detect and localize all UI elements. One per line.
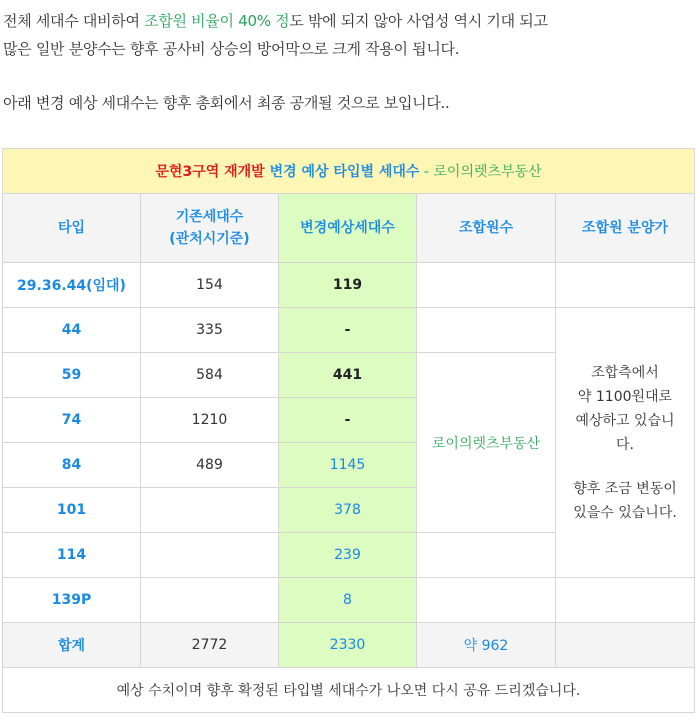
new-cell: 1145 [279, 443, 417, 488]
price-note-line-3: 예상하고 있습니 [575, 412, 675, 429]
new-cell: 8 [279, 578, 417, 623]
price-note-line-1: 조합측에서 [591, 364, 659, 381]
intro-line-1 [3, 10, 548, 31]
price-cell [556, 263, 695, 308]
new-cell: - [279, 398, 417, 443]
total-new: 2330 [279, 623, 417, 668]
type-cell: 44 [3, 308, 141, 353]
header-new: 변경예상세대수 [279, 194, 417, 263]
type-cell: 101 [3, 488, 141, 533]
type-cell: 74 [3, 398, 141, 443]
type-cell: 114 [3, 533, 141, 578]
type-cell: 29.36.44(임대) [3, 263, 141, 308]
table-title [3, 149, 695, 194]
type-cell: 139P [3, 578, 141, 623]
header-existing-line-2: (관처시기준) [169, 231, 250, 247]
intro-line-1-start: 전체 세대수 대비하여 [3, 12, 145, 30]
title-project: 문현3구역 재개발 [155, 164, 265, 180]
header-existing [141, 194, 279, 263]
table-row [3, 308, 695, 353]
header-price: 조합원 분양가 [556, 194, 695, 263]
total-price [556, 623, 695, 668]
existing-cell [141, 533, 279, 578]
members-merged-cell: 로이의렛츠부동산 [417, 353, 556, 533]
total-members: 약 962 [417, 623, 556, 668]
table-title-row [3, 149, 695, 194]
new-cell: 119 [279, 263, 417, 308]
members-cell [417, 533, 556, 578]
existing-cell: 1210 [141, 398, 279, 443]
intro-line-3: 아래 변경 예상 세대수는 향후 총회에서 최종 공개될 것으로 보입니다.. [3, 94, 450, 112]
table-header-row [3, 194, 695, 263]
intro-line-2: 많은 일반 분양수는 향후 공사비 상승의 방어막으로 크게 작용이 됩니다. [3, 40, 460, 58]
table-row [3, 578, 695, 623]
table-footer-note: 예상 수치이며 향후 확정된 타입별 세대수가 나오면 다시 공유 드리겠습니다. [3, 668, 695, 713]
intro-line-1-highlight: 조합원 비율이 40% 정 [144, 12, 290, 30]
title-subject: 변경 예상 타입별 세대수 [264, 164, 420, 180]
members-cell [417, 578, 556, 623]
intro-line-1-end: 도 밖에 되지 않아 사업성 역시 기대 되고 [289, 12, 548, 30]
type-cell: 84 [3, 443, 141, 488]
existing-cell: 154 [141, 263, 279, 308]
new-cell: 239 [279, 533, 417, 578]
price-merged-cell [556, 308, 695, 578]
existing-cell: 584 [141, 353, 279, 398]
existing-cell [141, 578, 279, 623]
new-cell: 378 [279, 488, 417, 533]
header-existing-line-1: 기존세대수 [175, 209, 244, 225]
existing-cell [141, 488, 279, 533]
price-note-line-5: 향후 조금 변동이 [573, 480, 677, 497]
header-type: 타입 [3, 194, 141, 263]
total-row [3, 623, 695, 668]
title-source: - 로이의렛츠부동산 [419, 164, 542, 180]
price-note-line-4: 다. [616, 436, 634, 453]
existing-cell: 489 [141, 443, 279, 488]
type-cell: 59 [3, 353, 141, 398]
table-footer-row [3, 668, 695, 713]
existing-cell: 335 [141, 308, 279, 353]
total-label: 합계 [3, 623, 141, 668]
price-cell [556, 578, 695, 623]
unit-type-table [2, 148, 695, 713]
header-members: 조합원수 [417, 194, 556, 263]
members-cell [417, 263, 556, 308]
members-cell [417, 308, 556, 353]
new-cell: 441 [279, 353, 417, 398]
price-note-line-2: 약 1100원대로 [577, 388, 673, 405]
new-cell: - [279, 308, 417, 353]
total-existing: 2772 [141, 623, 279, 668]
price-note-line-6: 있을수 있습니다. [573, 504, 677, 521]
table-row [3, 263, 695, 308]
